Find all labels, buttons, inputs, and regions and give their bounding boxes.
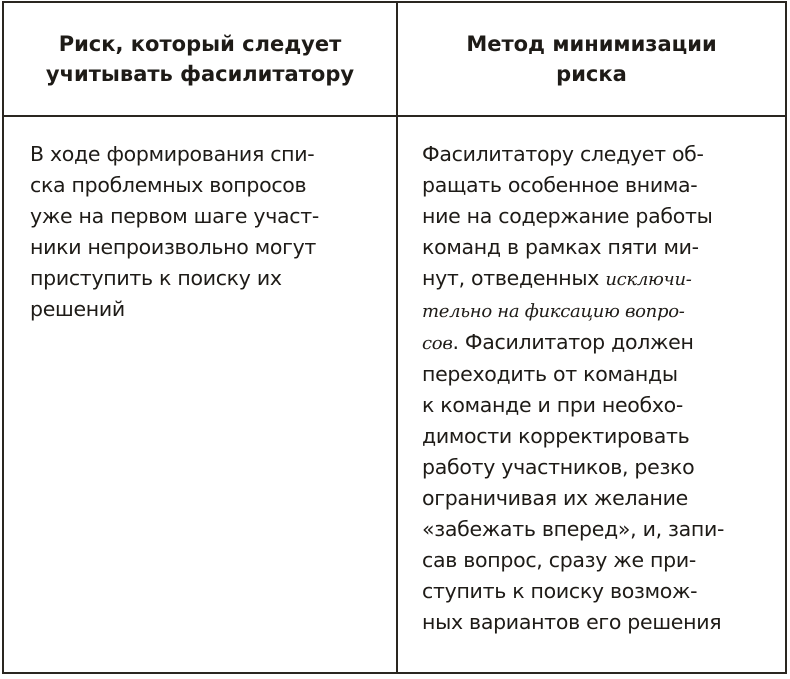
- risk-text-line: приступить к поиску их: [30, 266, 282, 290]
- text: ограничивая их желание: [422, 486, 688, 510]
- text: работу участников, резко: [422, 455, 695, 479]
- text: переходить от команды: [422, 362, 678, 386]
- text: ние на содержание работы: [422, 204, 713, 228]
- italic-text: тельно на фиксацию вопро-: [422, 301, 685, 322]
- method-text-line: [422, 452, 782, 483]
- text: ращать особенное внима-: [422, 173, 698, 197]
- text: ных вариантов его решения: [422, 610, 722, 634]
- risk-text-line: уже на первом шаге участ-: [30, 204, 319, 228]
- text: сав вопрос, сразу же при-: [422, 548, 696, 572]
- method-text-line: [422, 201, 782, 232]
- method-text-line: [422, 295, 782, 327]
- text: к команде и при необхо-: [422, 393, 684, 417]
- risk-table: [2, 1, 787, 674]
- method-text-line: [422, 139, 782, 170]
- risk-text-line: В ходе формирования спи-: [30, 142, 315, 166]
- method-text-line: [422, 483, 782, 514]
- text: димости корректировать: [422, 424, 690, 448]
- method-text-line: [422, 327, 782, 359]
- text: нут, отведенных: [422, 266, 606, 290]
- method-text-line: [422, 263, 782, 295]
- header-method-line: риска: [556, 62, 627, 86]
- header-method: [398, 3, 785, 115]
- method-text-line: [422, 576, 782, 607]
- cell-risk: [30, 117, 390, 672]
- method-text-line: [422, 359, 782, 390]
- italic-text: исключи-: [605, 269, 692, 290]
- text: команд в рамках пяти ми-: [422, 235, 699, 259]
- text: ступить к поиску возмож-: [422, 579, 698, 603]
- header-method-line: Метод минимизации: [466, 32, 717, 56]
- italic-text: сов: [422, 333, 453, 354]
- method-text-line: [422, 390, 782, 421]
- method-text-line: [422, 232, 782, 263]
- header-risk: [4, 3, 396, 115]
- risk-text-line: ники непроизвольно могут: [30, 235, 317, 259]
- header-risk-line: учитывать фасилитатору: [45, 62, 355, 86]
- text: . Фасилитатор должен: [452, 330, 694, 354]
- method-text-line: [422, 545, 782, 576]
- text: Фасилитатору следует об-: [422, 142, 704, 166]
- method-text-line: [422, 514, 782, 545]
- header-risk-line: Риск, который следует: [58, 32, 342, 56]
- risk-text-line: решений: [30, 297, 125, 321]
- text: «забежать вперед», и, запи-: [422, 517, 725, 541]
- method-text-line: [422, 421, 782, 452]
- cell-method: [422, 117, 782, 672]
- method-text-line: [422, 607, 782, 638]
- method-text-line: [422, 170, 782, 201]
- risk-text-line: ска проблемных вопросов: [30, 173, 307, 197]
